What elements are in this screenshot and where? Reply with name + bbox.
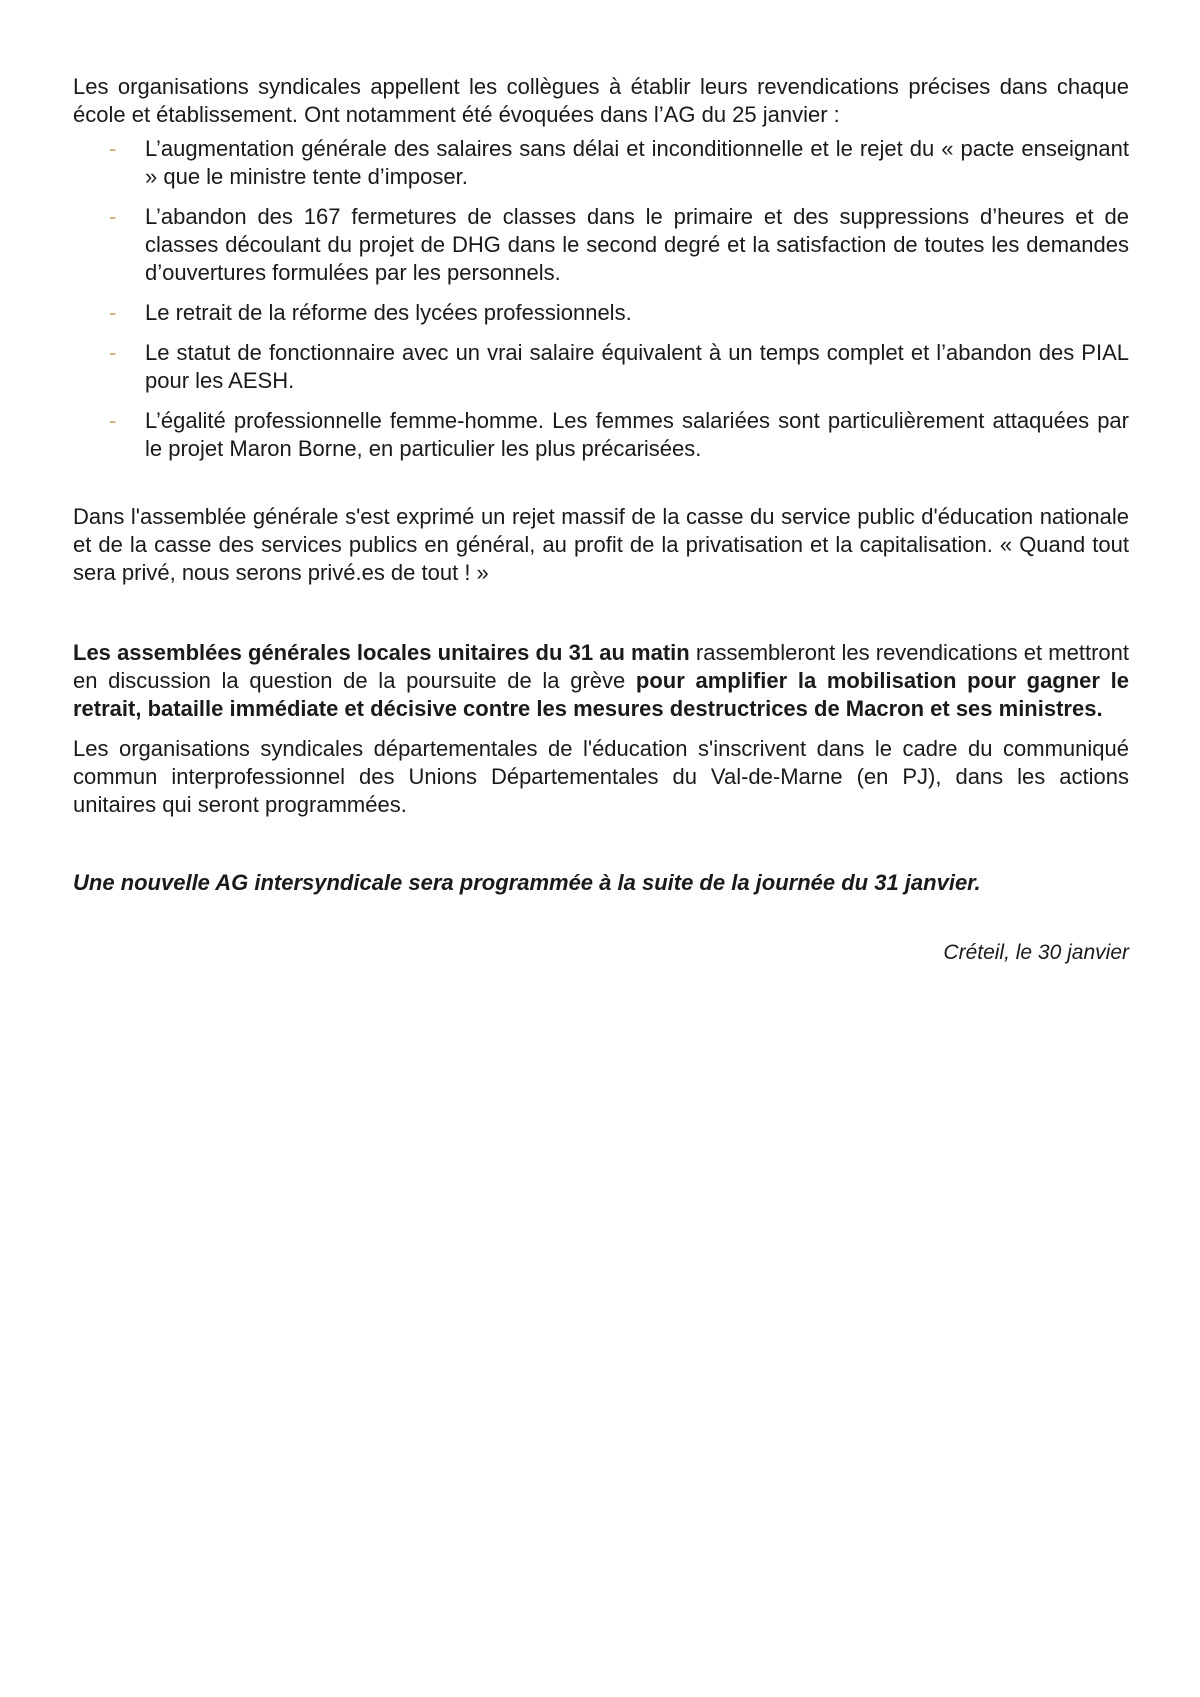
list-item — [109, 135, 1129, 191]
local-assemblies-bold-start: Les assemblées générales locales unitaires du 31 au matin — [73, 640, 690, 665]
list-item — [109, 203, 1129, 287]
list-item — [109, 407, 1129, 463]
demand-text: L’abandon des 167 fermetures de classes dans le primaire et des suppressions d’heures et de classes découlant du projet de DHG dans le second degré et la satisfaction de toutes les demandes d’ouvertures formulées par les personnels. — [145, 204, 1129, 285]
document-page — [73, 73, 1129, 967]
list-item — [109, 299, 1129, 327]
bullet-dash: - — [109, 300, 117, 325]
next-ag-announcement: Une nouvelle AG intersyndicale sera programmée à la suite de la journée du 31 janvier. — [73, 870, 981, 895]
intro-paragraph: Les organisations syndicales appellent les collègues à établir leurs revendications précises dans chaque école et établissement. Ont notamment été évoquées dans l’AG du 25 janvier : — [73, 74, 1129, 127]
local-assemblies-middle: rassembleront les revendications et mettront en discussion la question de la poursuite de la grève — [73, 640, 1129, 693]
demands-list — [73, 135, 1129, 463]
list-item — [109, 339, 1129, 395]
local-assemblies-bold-end: pour amplifier la mobilisation pour gagner le retrait, bataille immédiate et décisive contre les mesures destructrices de Macron et ses ministres. — [73, 668, 1129, 721]
bullet-dash: - — [109, 204, 117, 229]
local-assemblies-paragraph — [73, 639, 1129, 723]
demand-text: Le retrait de la réforme des lycées professionnels. — [145, 300, 632, 325]
demand-text: Le statut de fonctionnaire avec un vrai salaire équivalent à un temps complet et l’abandon des PIAL pour les AESH. — [145, 340, 1129, 393]
signature-date: Créteil, le 30 janvier — [943, 941, 1129, 964]
bullet-dash: - — [109, 340, 117, 365]
bullet-dash: - — [109, 408, 117, 433]
demand-text: L’augmentation générale des salaires sans délai et inconditionnelle et le rejet du « pacte enseignant » que le ministre tente d’imposer. — [145, 136, 1129, 189]
demand-text: L’égalité professionnelle femme-homme. Les femmes salariées sont particulièrement attaquées par le projet Maron Borne, en particulier les plus précarisées. — [145, 408, 1129, 461]
assembly-paragraph: Dans l'assemblée générale s'est exprimé un rejet massif de la casse du service public d'éducation nationale et de la casse des services publics en général, au profit de la privatisation et la capitalisation. « Quand tout sera privé, nous serons privé.es de tout ! » — [73, 504, 1129, 585]
unions-paragraph: Les organisations syndicales départementales de l'éducation s'inscrivent dans le cadre du communiqué commun interprofessionnel des Unions Départementales du Val-de-Marne (en PJ), dans les actions unitaires qui seront programmées. — [73, 736, 1129, 817]
bullet-dash: - — [109, 136, 117, 161]
